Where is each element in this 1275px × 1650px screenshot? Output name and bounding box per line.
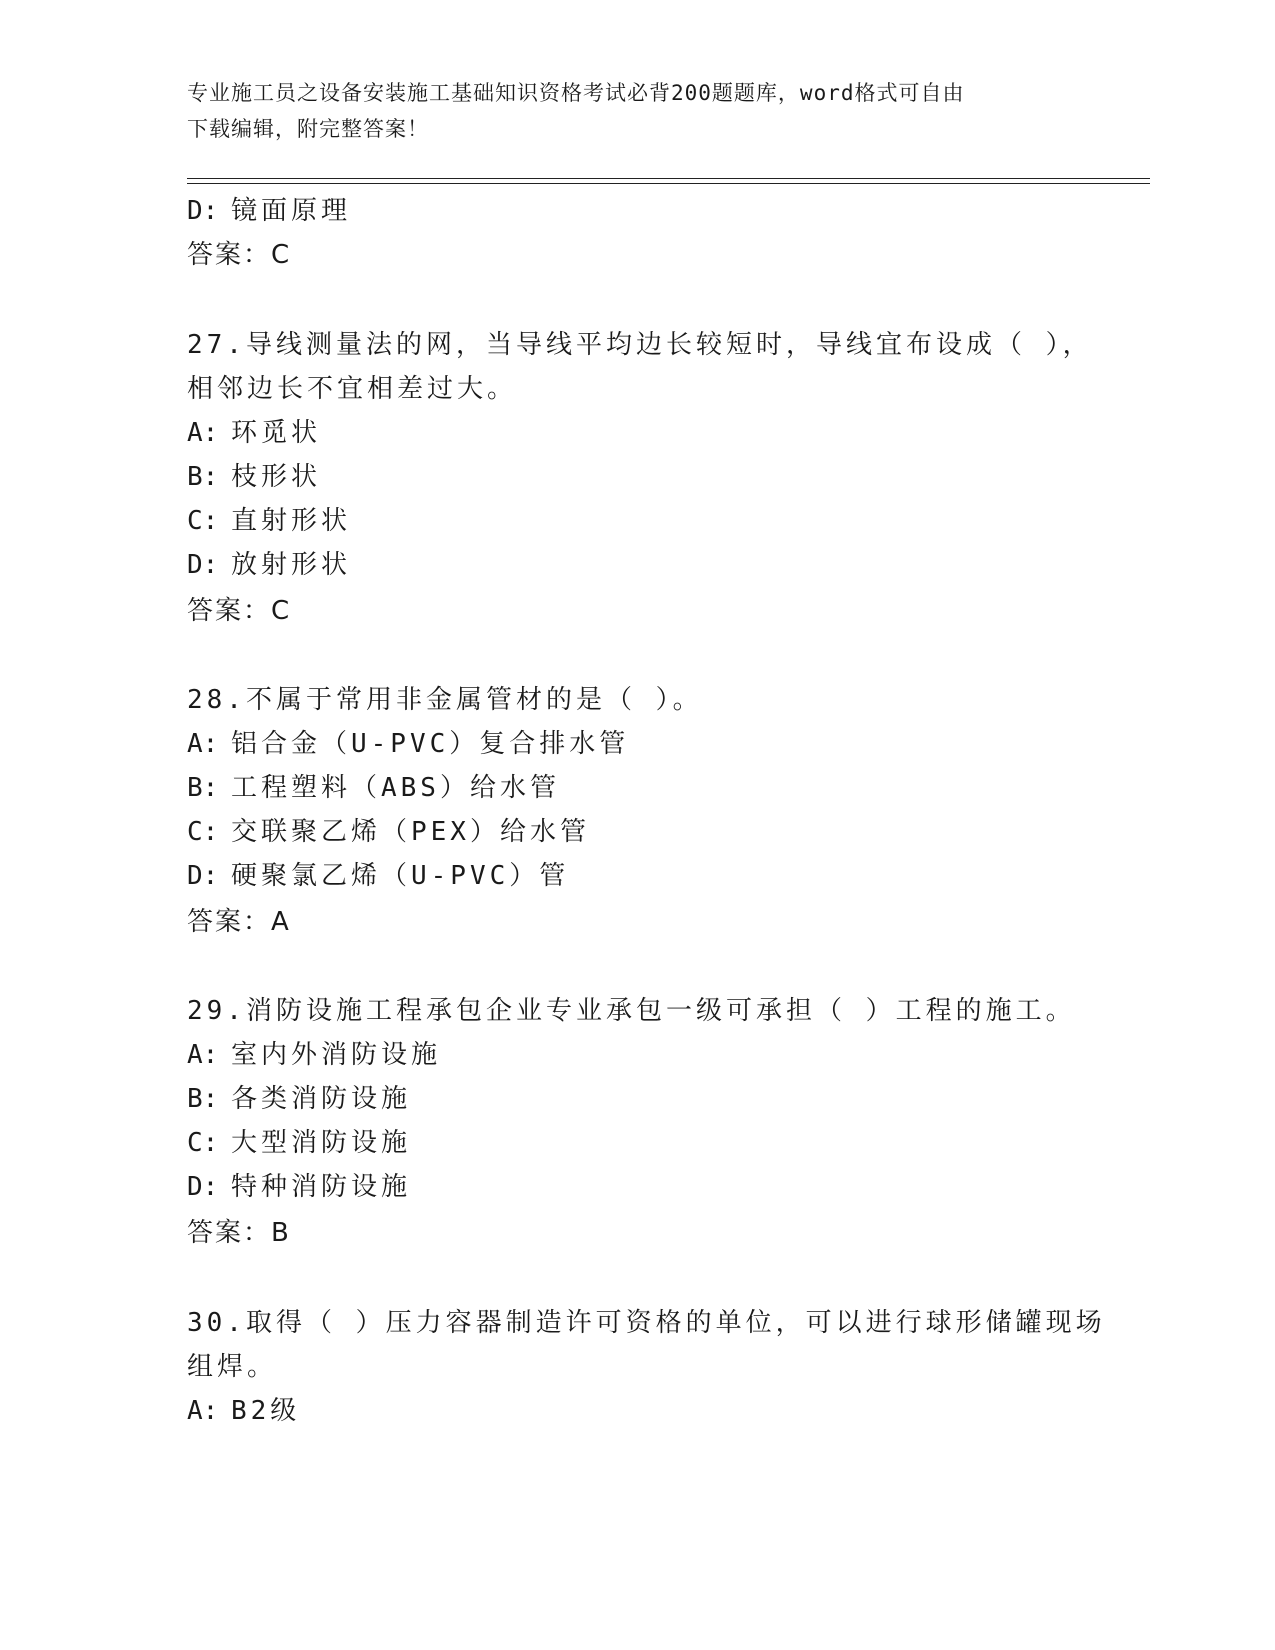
option-key: B: — [187, 773, 219, 803]
option-text: 硬聚氯乙烯（U-PVC）管 — [231, 861, 570, 891]
option-d — [187, 1172, 411, 1202]
option-text: B2级 — [231, 1396, 301, 1426]
header-line-1: 专业施工员之设备安装施工基础知识资格考试必背200题题库，word格式可自由 — [187, 81, 965, 105]
option-text: 铝合金（U-PVC）复合排水管 — [231, 729, 630, 759]
option-a — [187, 729, 629, 759]
option-key: D: — [187, 1172, 219, 1202]
document-header — [187, 75, 1067, 147]
option-key: D: — [187, 861, 219, 891]
option-key: D: — [187, 550, 219, 580]
option-b — [187, 462, 321, 492]
option-key: C: — [187, 1128, 219, 1158]
header-divider-top — [187, 178, 1150, 179]
option-a — [187, 418, 321, 448]
option-b — [187, 773, 560, 803]
option-key: C: — [187, 506, 219, 536]
answer: 答案：A — [187, 907, 291, 937]
option-c — [187, 817, 590, 847]
question-29-stem: 29.消防设施工程承包企业专业承包一级可承担（ ）工程的施工。 — [187, 996, 1076, 1026]
option-text: 放射形状 — [231, 550, 352, 580]
question-27-stem-line-2: 相邻边长不宜相差过大。 — [187, 374, 518, 404]
option-text: 直射形状 — [231, 506, 352, 536]
option-key: A: — [187, 1396, 219, 1426]
option-key: A: — [187, 1040, 219, 1070]
option-d — [187, 861, 569, 891]
option-text: 各类消防设施 — [231, 1084, 412, 1114]
option-c — [187, 1128, 411, 1158]
option-key: A: — [187, 418, 219, 448]
option-a — [187, 1396, 300, 1426]
option-key: B: — [187, 462, 219, 492]
option-text: 镜面原理 — [231, 196, 352, 226]
option-d — [187, 550, 351, 580]
option-d — [187, 196, 351, 226]
header-divider-bottom — [187, 183, 1150, 184]
answer: 答案：C — [187, 596, 292, 626]
answer: 答案：B — [187, 1218, 291, 1248]
answer: 答案：C — [187, 240, 292, 270]
question-27-stem-line-1: 27.导线测量法的网，当导线平均边长较短时，导线宜布设成（ ）， — [187, 330, 1093, 360]
option-key: A: — [187, 729, 219, 759]
option-b — [187, 1084, 411, 1114]
option-key: B: — [187, 1084, 219, 1114]
question-28-stem: 28.不属于常用非金属管材的是（ ）。 — [187, 685, 703, 715]
option-text: 工程塑料（ABS）给水管 — [231, 773, 560, 803]
option-key: D: — [187, 196, 219, 226]
option-text: 大型消防设施 — [231, 1128, 412, 1158]
option-a — [187, 1040, 441, 1070]
option-text: 环觅状 — [231, 418, 322, 448]
header-line-2: 下载编辑，附完整答案！ — [187, 117, 429, 141]
question-30-stem-line-2: 组焊。 — [187, 1352, 278, 1382]
option-text: 特种消防设施 — [231, 1172, 412, 1202]
option-key: C: — [187, 817, 219, 847]
option-text: 交联聚乙烯（PEX）给水管 — [231, 817, 590, 847]
option-text: 枝形状 — [231, 462, 322, 492]
option-c — [187, 506, 351, 536]
question-30-stem-line-1: 30.取得（ ）压力容器制造许可资格的单位，可以进行球形储罐现场 — [187, 1308, 1106, 1338]
option-text: 室内外消防设施 — [231, 1040, 442, 1070]
